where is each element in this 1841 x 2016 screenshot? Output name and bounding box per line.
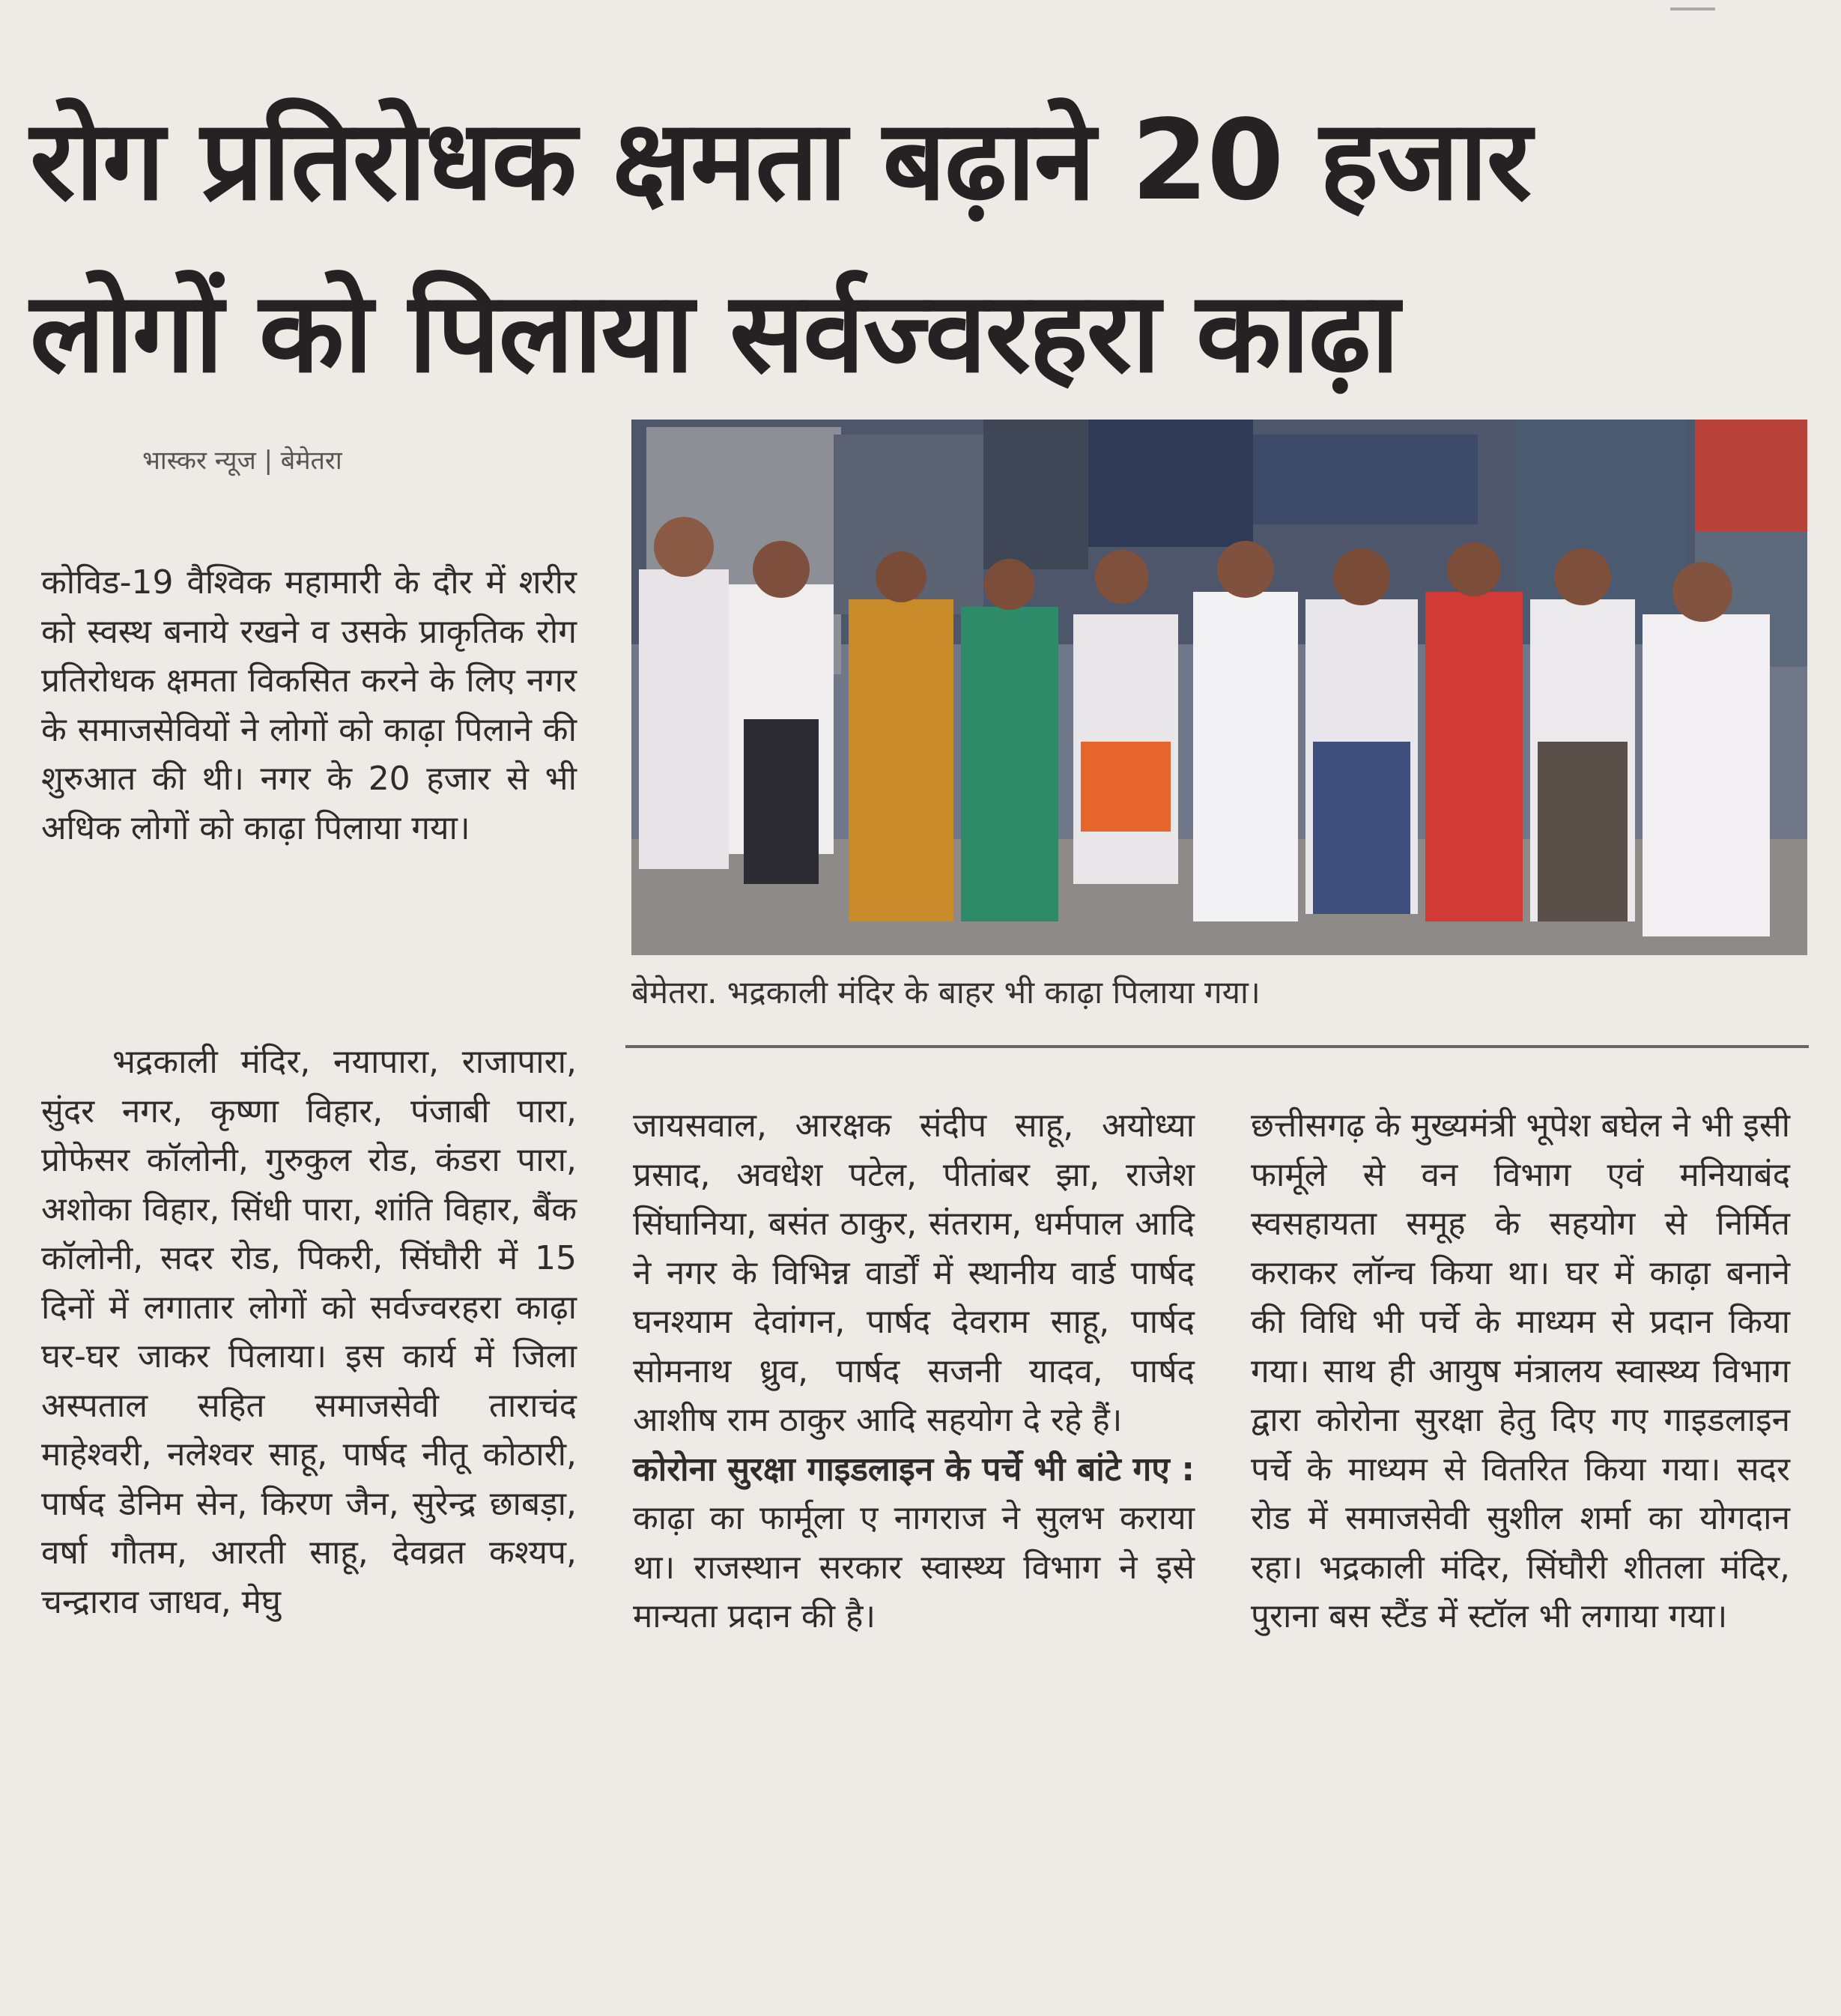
column-2-paragraph-2: काढ़ा का फार्मूला ए नागराज ने सुलभ कराया था। राजस्थान सरकार स्वास्थ्य विभाग ने इसे मान्यता प्रदान की है। — [633, 1499, 1195, 1635]
photo-caption: बेमेतरा. भद्रकाली मंदिर के बाहर भी काढ़ा पिलाया गया। — [631, 974, 1261, 1011]
column-3 — [1251, 1101, 1790, 1641]
column-3-paragraph-1: छत्तीसगढ़ के मुख्यमंत्री भूपेश बघेल ने भी इसी फार्मूले से वन विभाग एवं मनियाबंद स्वसहायता समूह के सहयोग से निर्मित कराकर लॉन्च किया था। घर में काढ़ा बनाने की विधि भी पर्चे के माध्यम से प्रदान किया गया। साथ ही आयुष मंत्रालय स्वास्थ्य विभाग द्वारा कोरोना सुरक्षा हेतु दिए गए गाइडलाइन पर्चे के माध्यम से वितरित किया गया। सदर रोड में समाजसेवी सुशील शर्मा का योगदान रहा। भद्रकाली मंदिर, सिंघौरी शीतला मंदिर, पुराना बस स्टैंड में स्टॉल भी लगाया गया। — [1251, 1107, 1790, 1635]
top-edge-mark — [1670, 7, 1715, 10]
column-2 — [633, 1101, 1195, 1641]
column-1-paragraph-1: कोविड-19 वैश्विक महामारी के दौर में शरीर को स्वस्थ बनाये रखने व उसके प्राकृतिक रोग प्रतिरोधक क्षमता विकसित करने के लिए नगर के समाजसेवियों ने लोगों को काढ़ा पिलाने की शुरुआत की थी। नगर के 20 हजार से भी अधिक लोगों को काढ़ा पिलाया गया। — [41, 563, 577, 847]
byline: भास्कर न्यूज | बेमेतरा — [142, 446, 342, 476]
caption-divider — [625, 1045, 1809, 1048]
column-1-intro — [41, 558, 577, 853]
column-1-body — [41, 1038, 577, 1626]
column-2-subheading: कोरोना सुरक्षा गाइडलाइन के पर्चे भी बांटे गए : — [633, 1450, 1195, 1489]
column-2-paragraph-1: जायसवाल, आरक्षक संदीप साहू, अयोध्या प्रसाद, अवधेश पटेल, पीतांबर झा, राजेश सिंघानिया, बसंत ठाकुर, संतराम, धर्मपाल आदि ने नगर के विभिन्न वार्डों में स्थानीय वार्ड पार्षद घनश्याम देवांगन, पार्षद देवराम साहू, पार्षद सोमनाथ ध्रुव, पार्षद सजनी यादव, पार्षद आशीष राम ठाकुर आदि सहयोग दे रहे हैं। — [633, 1107, 1195, 1439]
news-photo — [631, 420, 1807, 955]
headline-line-1: रोग प्रतिरोधक क्षमता बढ़ाने 20 हजार — [30, 96, 1531, 225]
column-1-paragraph-2: भद्रकाली मंदिर, नयापारा, राजापारा, सुंदर नगर, कृष्णा विहार, पंजाबी पारा, प्रोफेसर कॉलोनी, गुरुकुल रोड, कंडरा पारा, अशोका विहार, सिंधी पारा, शांति विहार, बैंक कॉलोनी, सदर रोड, पिकरी, सिंघौरी में 15 दिनों में लगातार लोगों को सर्वज्वरहरा काढ़ा घर-घर जाकर पिलाया। इस कार्य में जिला अस्पताल सहित समाजसेवी ताराचंद माहेश्वरी, नलेश्वर साहू, पार्षद नीतू कोठारी, पार्षद डेनिम सेन, किरण जैन, सुरेन्द्र छाबड़ा, वर्षा गौतम, आरती साहू, देवव्रत कश्यप, चन्द्राराव जाधव, मेघु — [41, 1043, 577, 1621]
headline-line-2: लोगों को पिलाया सर्वज्वरहरा काढ़ा — [30, 268, 1398, 397]
